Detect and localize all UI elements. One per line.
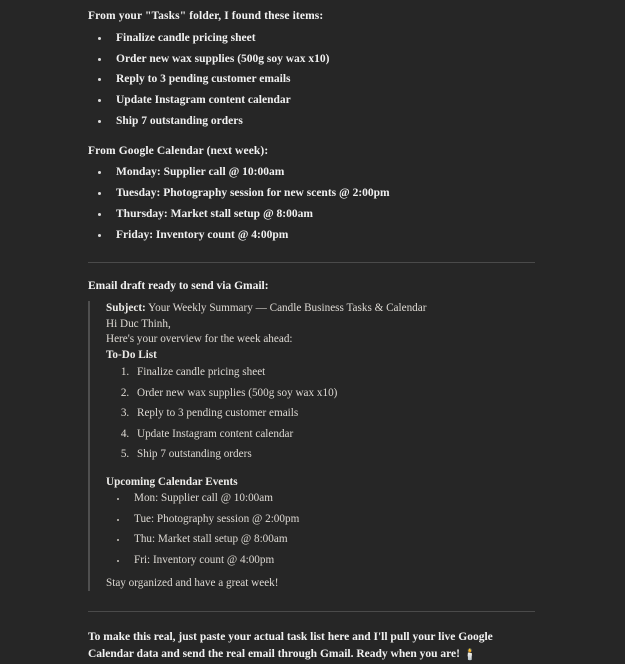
email-todo-list (106, 365, 537, 461)
list-item: • Finalize candle pricing sheet (110, 31, 537, 45)
email-subject-value: Your Weekly Summary — Candle Business Tasks & Calendar (148, 302, 427, 315)
candle-icon: 🕯️ (462, 649, 477, 662)
list-item: 2. Order new wax supplies (500g soy wax x10) (132, 386, 537, 400)
email-events-heading: Upcoming Calendar Events (106, 476, 238, 489)
email-section-heading: Email draft ready to send via Gmail: (88, 280, 269, 293)
list-item: • Reply to 3 pending customer emails (110, 72, 537, 86)
email-events-list (106, 491, 537, 567)
list-item: 3. Reply to 3 pending customer emails (132, 406, 537, 420)
email-closing: Stay organized and have a great week! (106, 576, 279, 589)
list-item: • Monday: Supplier call @ 10:00am (110, 165, 537, 179)
email-intro: Here's your overview for the week ahead: (106, 333, 293, 346)
list-item: • Fri: Inventory count @ 4:00pm (128, 553, 537, 567)
email-greeting: Hi Duc Thinh, (106, 317, 171, 330)
tasks-list (88, 31, 537, 129)
calendar-list (88, 165, 537, 242)
list-item: • Update Instagram content calendar (110, 93, 537, 107)
list-item: 4. Update Instagram content calendar (132, 427, 537, 441)
divider-top (88, 262, 535, 263)
list-item: 5. Ship 7 outstanding orders (132, 447, 537, 461)
list-item: • Mon: Supplier call @ 10:00am (128, 491, 537, 505)
email-subject-label: Subject: (106, 302, 146, 315)
list-item: 1. Finalize candle pricing sheet (132, 365, 537, 379)
list-item: • Tue: Photography session @ 2:00pm (128, 512, 537, 526)
list-item: • Thu: Market stall setup @ 8:00am (128, 532, 537, 546)
list-item: • Thursday: Market stall setup @ 8:00am (110, 207, 537, 221)
list-item: • Tuesday: Photography session for new scents @ 2:00pm (110, 186, 537, 200)
footer-text: To make this real, just paste your actual task list here and I'll pull your live Google Calendar data and send the real email through Gmail. Ready when you are! (88, 631, 493, 661)
tasks-section-heading: From your "Tasks" folder, I found these items: (88, 10, 324, 22)
divider-bottom (88, 611, 535, 612)
list-item: • Order new wax supplies (500g soy wax x10) (110, 52, 537, 66)
email-draft-blockquote (88, 301, 537, 591)
email-todo-heading: To-Do List (106, 348, 157, 361)
list-item: • Friday: Inventory count @ 4:00pm (110, 228, 537, 242)
calendar-section-heading: From Google Calendar (next week): (88, 144, 269, 157)
list-item: • Ship 7 outstanding orders (110, 114, 537, 128)
email-subject-line (106, 301, 537, 316)
